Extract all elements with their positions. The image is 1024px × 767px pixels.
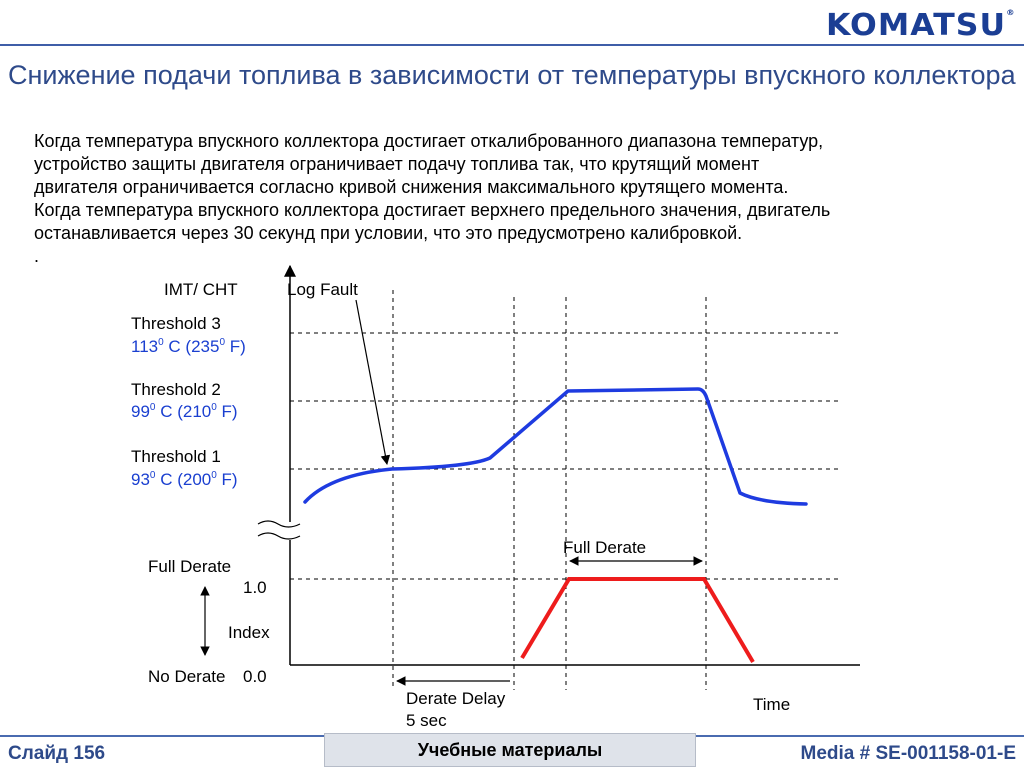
body-line-2: устройство защиты двигателя ограничивает подачу топлива так, что крутящий момент xyxy=(34,154,760,174)
full-derate-left-label: Full Derate xyxy=(148,557,232,576)
temperature-curve xyxy=(305,389,806,504)
media-number: Media # SE-001158-01-E xyxy=(800,743,1016,764)
body-line-1: Когда температура впускного коллектора достигает откалиброванного диапазона температур, xyxy=(34,131,824,151)
no-derate-label: No Derate xyxy=(148,667,226,686)
threshold3-value: $113^0$ C ($235^0$ F) xyxy=(131,337,246,356)
slide-title: Снижение подачи топлива в зависимости от температуры впускного коллектора xyxy=(8,60,1016,90)
threshold1-value: $93^0$ C ($200^0$ F) xyxy=(131,470,238,489)
logo-registered-mark: ® xyxy=(1006,8,1016,17)
threshold1-label: Threshold 1 xyxy=(131,447,221,466)
threshold3-label: Threshold 3 xyxy=(131,314,221,333)
time-axis-label: Time xyxy=(753,695,791,714)
body-line-5: останавливается через 30 секунд при условии, что это предусмотрено калибровкой. xyxy=(34,223,743,243)
threshold2-value: $99^0$ C ($210^0$ F) xyxy=(131,402,238,421)
full-derate-top-label: Full Derate xyxy=(563,538,647,557)
threshold2-label: Threshold 2 xyxy=(131,380,221,399)
body-line-6: . xyxy=(34,246,40,266)
footer-center-label: Учебные материалы xyxy=(324,733,696,767)
index-one-label: 1.0 xyxy=(243,578,267,597)
index-zero-label: 0.0 xyxy=(243,667,267,686)
log-fault-label: Log Fault xyxy=(287,280,358,299)
body-line-3: двигателя ограничивается согласно кривой снижения максимального крутящего момента. xyxy=(34,177,789,197)
derate-curve xyxy=(522,579,753,662)
slide-number: Слайд 156 xyxy=(8,743,106,764)
logo-text: KOMATSU xyxy=(826,8,1007,43)
derate-delay-label: Derate Delay xyxy=(406,689,506,708)
five-sec-label: 5 sec xyxy=(406,711,447,730)
log-fault-arrow xyxy=(356,300,387,464)
body-line-4: Когда температура впускного коллектора достигает верхнего предельного значения, двигатель xyxy=(34,200,831,220)
index-label: Index xyxy=(228,623,270,642)
y-axis-title: IMT/ CHT xyxy=(164,280,238,299)
